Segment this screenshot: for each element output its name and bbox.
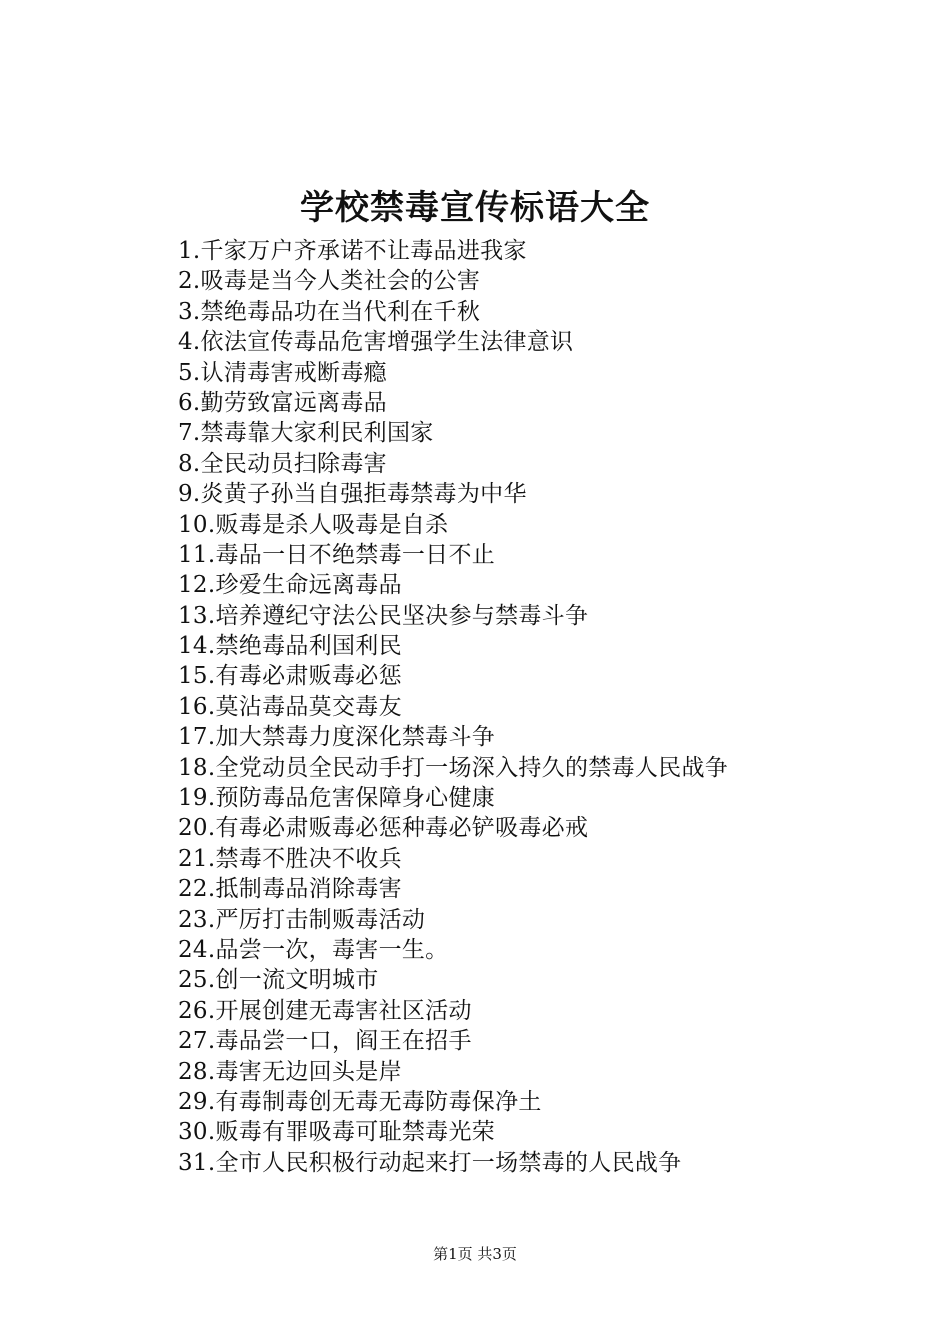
list-item: 12.珍爱生命远离毒品: [178, 572, 402, 599]
page-footer: 第1页 共3页: [433, 1245, 517, 1263]
list-item: 3.禁绝毒品功在当代利在千秋: [178, 298, 481, 325]
list-item: 23.严厉打击制贩毒活动: [178, 906, 426, 933]
list-item: 2.吸毒是当今人类社会的公害: [178, 268, 481, 295]
list-item: 11.毒品一日不绝禁毒一日不止: [178, 541, 496, 568]
list-item: 6.勤劳致富远离毒品: [178, 389, 387, 416]
list-item: 9.炎黄子孙当自强拒毒禁毒为中华: [178, 481, 527, 508]
list-item: 17.加大禁毒力度深化禁毒斗争: [178, 724, 496, 751]
list-item: 8.全民动员扫除毒害: [178, 450, 387, 477]
list-item: 25.创一流文明城市: [178, 967, 379, 994]
list-item: 31.全市人民积极行动起来打一场禁毒的人民战争: [178, 1149, 682, 1176]
list-item: 7.禁毒靠大家利民利国家: [178, 420, 434, 447]
list-item: 13.培养遵纪守法公民坚决参与禁毒斗争: [178, 602, 589, 629]
list-item: 16.莫沾毒品莫交毒友: [178, 693, 402, 720]
list-item: 28.毒害无边回头是岸: [178, 1058, 402, 1085]
list-item: 20.有毒必肃贩毒必惩种毒必铲吸毒必戒: [178, 815, 589, 842]
document-title: 学校禁毒宣传标语大全: [300, 188, 650, 228]
list-item: 19.预防毒品危害保障身心健康: [178, 785, 496, 812]
list-item: 10.贩毒是杀人吸毒是自杀: [178, 511, 449, 538]
list-item: 22.抵制毒品消除毒害: [178, 876, 402, 903]
list-item: 21.禁毒不胜决不收兵: [178, 845, 402, 872]
list-item: 24.品尝一次，毒害一生。: [178, 936, 449, 963]
list-item: 29.有毒制毒创无毒无毒防毒保净土: [178, 1088, 542, 1115]
list-item: 4.依法宣传毒品危害增强学生法律意识: [178, 329, 574, 356]
list-item: 14.禁绝毒品利国利民: [178, 633, 402, 660]
list-item: 26.开展创建无毒害社区活动: [178, 997, 472, 1024]
list-item: 18.全党动员全民动手打一场深入持久的禁毒人民战争: [178, 754, 729, 781]
list-item: 5.认清毒害戒断毒瘾: [178, 359, 387, 386]
list-item: 1.千家万户齐承诺不让毒品进我家: [178, 238, 527, 264]
list-item: 30.贩毒有罪吸毒可耻禁毒光荣: [178, 1119, 496, 1146]
list-item: 15.有毒必肃贩毒必惩: [178, 663, 402, 690]
slogan-list: [178, 236, 898, 1178]
list-item: 27.毒品尝一口，阎王在招手: [178, 1028, 472, 1055]
